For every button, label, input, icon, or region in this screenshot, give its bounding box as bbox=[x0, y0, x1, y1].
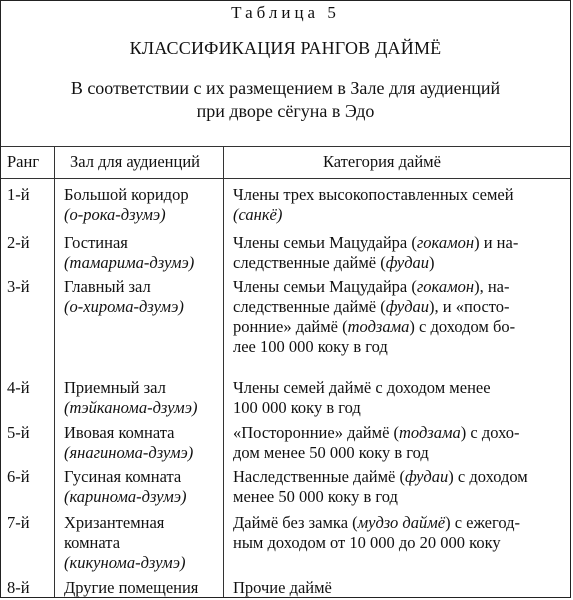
hall-japanese: (тамарима-дзумэ) bbox=[64, 253, 195, 272]
column-divider-1 bbox=[54, 146, 55, 597]
category-cell bbox=[233, 378, 563, 418]
rank-cell: 4-й bbox=[7, 378, 30, 397]
rank-cell: 5-й bbox=[7, 423, 30, 442]
hall-japanese: (о-рока-дзумэ) bbox=[64, 205, 166, 224]
hall-cell bbox=[64, 185, 219, 225]
category-line: «Посторонние» даймё (тодзама) с дохо- bbox=[233, 423, 520, 442]
rank-cell: 1-й bbox=[7, 185, 30, 204]
header-top-rule bbox=[1, 146, 570, 147]
hall-cell bbox=[64, 378, 219, 418]
category-cell bbox=[233, 467, 563, 507]
category-line: дом менее 50 000 коку в год bbox=[233, 443, 429, 462]
category-line: лее 100 000 коку в год bbox=[233, 337, 388, 356]
hall-cell bbox=[64, 423, 219, 463]
column-header-category: Категория даймё bbox=[323, 152, 441, 171]
column-divider-2 bbox=[223, 146, 224, 597]
hall-name: Гостиная bbox=[64, 233, 128, 252]
category-line: Члены семей даймё с доходом менее bbox=[233, 378, 491, 397]
hall-name: Ивовая комната bbox=[64, 423, 175, 442]
category-line: ронние» даймё (тодзама) с доходом бо- bbox=[233, 317, 516, 336]
hall-cell bbox=[64, 277, 219, 317]
column-header-rank: Ранг bbox=[7, 152, 40, 171]
category-line: менее 50 000 коку в год bbox=[233, 487, 398, 506]
hall-name: Приемный зал bbox=[64, 378, 166, 397]
header-bottom-rule bbox=[1, 178, 570, 179]
hall-japanese: (кикунома-дзумэ) bbox=[64, 553, 186, 572]
hall-cell bbox=[64, 578, 219, 598]
category-cell bbox=[233, 513, 563, 553]
category-cell bbox=[233, 185, 563, 225]
hall-japanese: (тэйканома-дзумэ) bbox=[64, 398, 198, 417]
subtitle-line-2: при дворе сёгуна в Эдо bbox=[196, 101, 375, 121]
hall-japanese: (янагинома-дзумэ) bbox=[64, 443, 194, 462]
table-subtitle bbox=[1, 77, 570, 123]
hall-name: Большой коридор bbox=[64, 185, 189, 204]
category-line: ным доходом от 10 000 до 20 000 коку bbox=[233, 533, 501, 552]
category-line: Члены семьи Мацудайра (гокамон) и на- bbox=[233, 233, 519, 252]
hall-name: Хризантемная bbox=[64, 513, 165, 532]
category-line: следственные даймё (фудаи), и «посто- bbox=[233, 297, 510, 316]
category-cell bbox=[233, 578, 563, 598]
hall-name: комната bbox=[64, 533, 121, 552]
hall-japanese: (о-хирома-дзумэ) bbox=[64, 297, 184, 316]
rank-cell: 6-й bbox=[7, 467, 30, 486]
category-cell bbox=[233, 233, 563, 273]
hall-japanese: (каринома-дзумэ) bbox=[64, 487, 187, 506]
category-line: следственные даймё (фудаи) bbox=[233, 253, 435, 272]
hall-cell bbox=[64, 467, 219, 507]
hall-name: Другие помещения bbox=[64, 578, 199, 597]
category-line: Наследственные даймё (фудаи) с доходом bbox=[233, 467, 528, 486]
rank-cell: 2-й bbox=[7, 233, 30, 252]
rank-cell: 3-й bbox=[7, 277, 30, 296]
hall-name: Главный зал bbox=[64, 277, 151, 296]
category-japanese: (санкё) bbox=[233, 205, 283, 224]
category-cell bbox=[233, 277, 563, 357]
category-cell bbox=[233, 423, 563, 463]
category-line: Даймё без замка (мудзо даймё) с ежегод- bbox=[233, 513, 521, 532]
category-text: Члены трех высокопоставленных семей bbox=[233, 185, 514, 204]
table-number: Таблица 5 bbox=[231, 3, 340, 22]
hall-cell bbox=[64, 513, 219, 573]
category-line: 100 000 коку в год bbox=[233, 398, 361, 417]
rank-cell: 7-й bbox=[7, 513, 30, 532]
table-title: КЛАССИФИКАЦИЯ РАНГОВ ДАЙМЁ bbox=[129, 38, 442, 58]
hall-name: Гусиная комната bbox=[64, 467, 182, 486]
column-header-hall: Зал для аудиенций bbox=[70, 152, 201, 171]
category-line: Прочие даймё bbox=[233, 578, 332, 597]
category-line: Члены семьи Мацудайра (гокамон), на- bbox=[233, 277, 510, 296]
subtitle-line-1: В соответствии с их размещением в Зале для аудиенций bbox=[70, 78, 501, 98]
rank-cell: 8-й bbox=[7, 578, 30, 597]
hall-cell bbox=[64, 233, 219, 273]
